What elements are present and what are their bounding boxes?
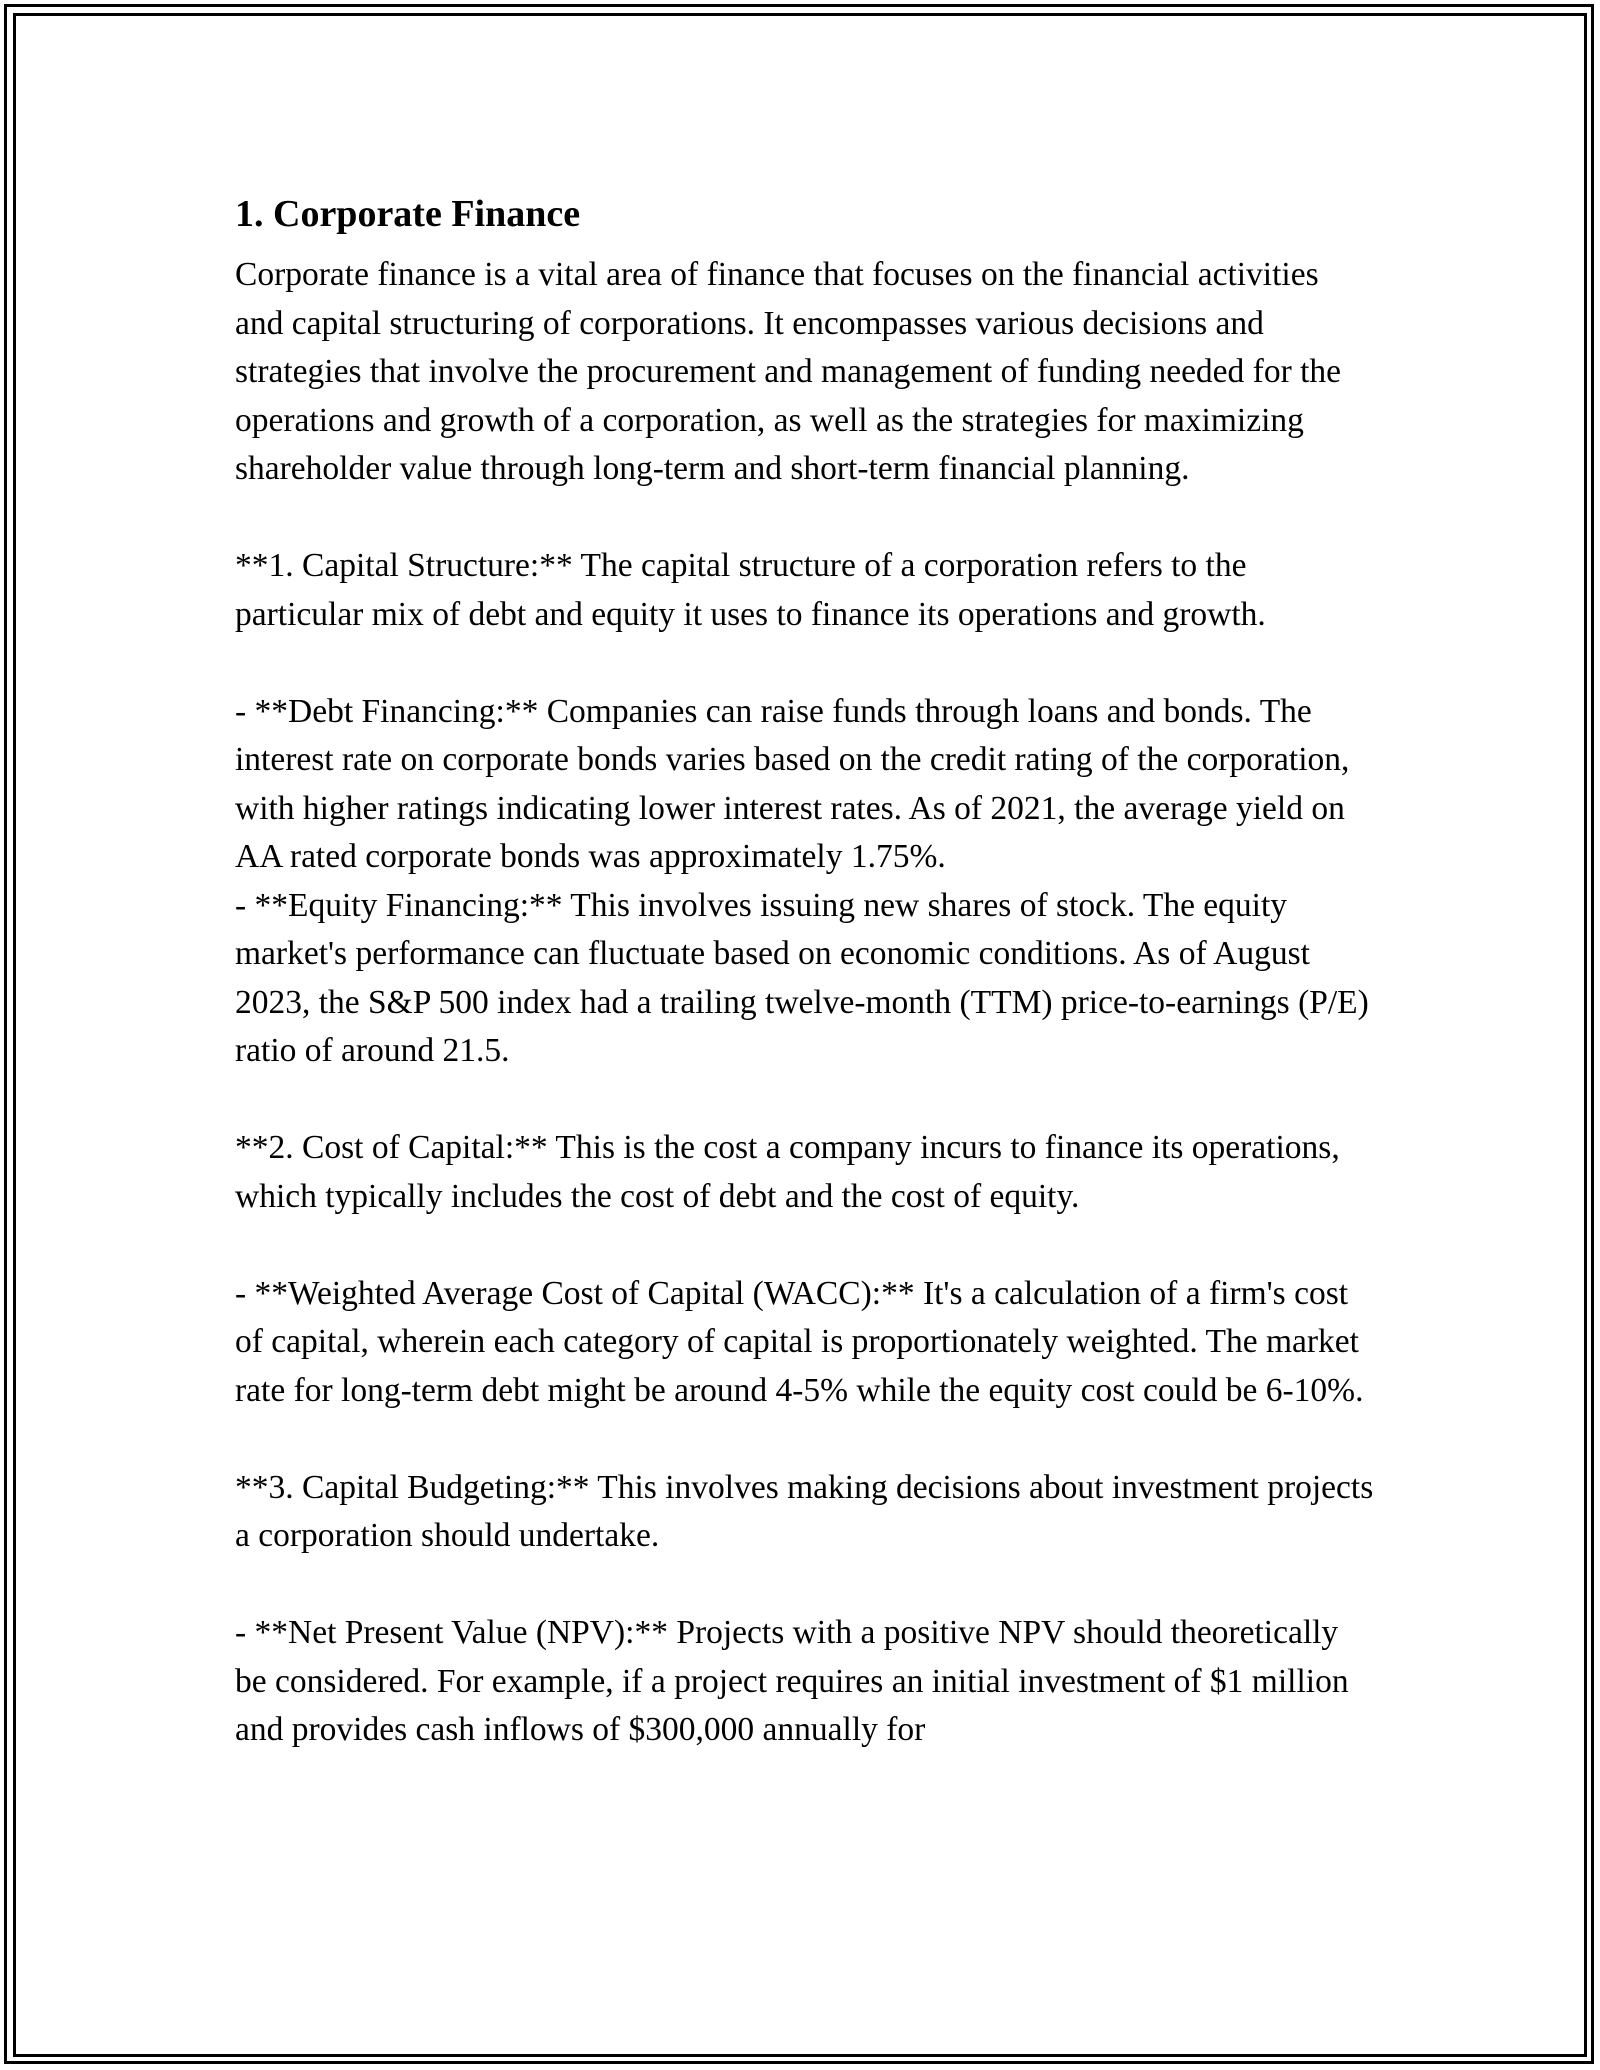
paragraph-spacer	[235, 639, 1375, 688]
equity-financing-item: - **Equity Financing:** This involves issuing new shares of stock. The equity market's performance can fluctuate based on economic conditions. As of August 2023, the S&P 500 index had a trailing twelve-month (TTM) price-to-earnings (P/E) ratio of around 21.5.	[235, 886, 1369, 1069]
paragraph-spacer	[235, 1221, 1375, 1270]
document-body	[235, 180, 1375, 1755]
debt-financing-item: - **Debt Financing:** Companies can raise funds through loans and bonds. The interest rate on corporate bonds varies based on the credit rating of the corporation, with higher ratings indicating lower interest rates. As of 2021, the average yield on AA rated corporate bonds was approximately 1.75%.	[235, 692, 1350, 875]
paragraph-spacer	[235, 1415, 1375, 1464]
section-heading: 1. Corporate Finance	[235, 193, 581, 235]
capital-structure-paragraph: **1. Capital Structure:** The capital structure of a corporation refers to the particular mix of debt and equity it uses to finance its operations and growth.	[235, 547, 1266, 633]
capital-budgeting-paragraph: **3. Capital Budgeting:** This involves making decisions about investment projects a corporation should undertake.	[235, 1468, 1374, 1554]
intro-paragraph: Corporate finance is a vital area of finance that focuses on the financial activities and capital structuring of corporations. It encompasses various decisions and strategies that involve the procurement and management of funding needed for the operations and growth of a corporation, as well as the strategies for maximizing shareholder value through long-term and short-term financial planning.	[235, 256, 1342, 487]
npv-item: - **Net Present Value (NPV):** Projects with a positive NPV should theoretically be considered. For example, if a project requires an initial investment of $1 million and provides cash inflows of $300,000 annually for	[235, 1614, 1349, 1748]
paragraph-spacer	[235, 494, 1375, 543]
paragraph-spacer	[235, 1076, 1375, 1125]
wacc-item: - **Weighted Average Cost of Capital (WACC):** It's a calculation of a firm's cost of capital, wherein each category of capital is proportionately weighted. The market rate for long-term debt might be around 4-5% while the equity cost could be 6-10%.	[235, 1274, 1364, 1409]
cost-of-capital-paragraph: **2. Cost of Capital:** This is the cost a company incurs to finance its operations, which typically includes the cost of debt and the cost of equity.	[235, 1129, 1340, 1215]
paragraph-spacer	[235, 1561, 1375, 1610]
